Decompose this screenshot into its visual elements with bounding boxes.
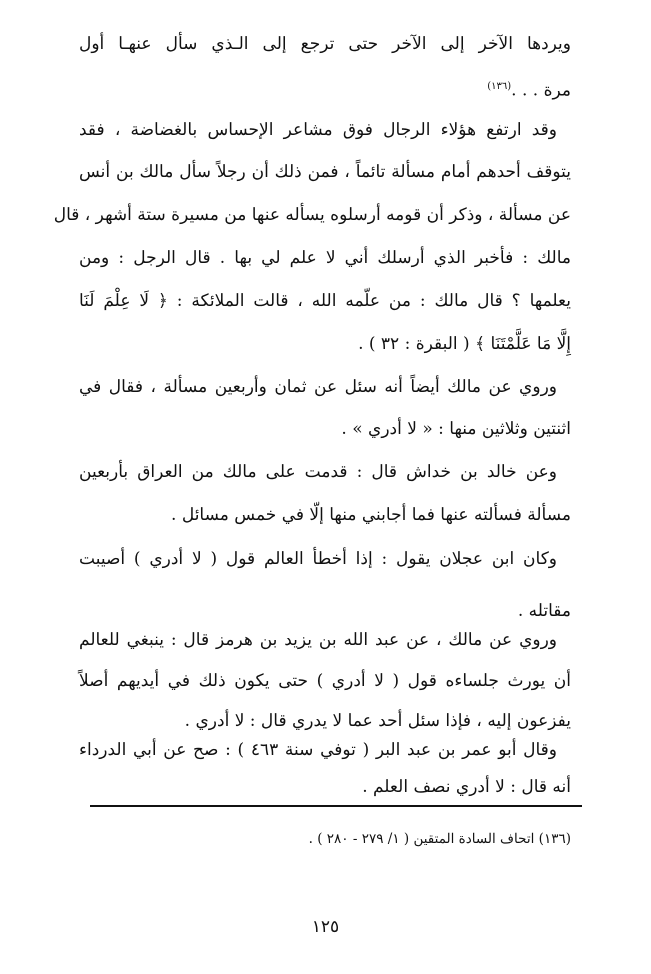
- text-line: عن مسألة ، وذكر أن قومه أرسلوه يسأله عنها من مسيرة ستة أشهر ، قال: [53, 205, 571, 225]
- text-line: يعلمها ؟ قال مالك : من علّمه الله ، قالت الملائكة : ﴿ لَا عِلْمَ لَنَا: [79, 291, 571, 311]
- text-line: مقاتله .: [517, 601, 571, 621]
- text-line-text: مرة . . .: [511, 80, 571, 101]
- text-line: [79, 74, 571, 104]
- page-number: ١٢٥: [311, 917, 340, 937]
- footnote-separator: [90, 805, 582, 807]
- text-line: أنه قال : لا أدري نصف العلم .: [362, 777, 571, 797]
- text-line: إِلَّا مَا عَلَّمْتَنَا ﴾ ( البقرة : ٣٢ ) .: [358, 334, 571, 354]
- footnote-reference: (١٣٦): [487, 81, 512, 92]
- footnote: (١٣٦) اتحاف السادة المتقين ( ١/ ٢٧٩ - ٢٨٠ ) .: [308, 831, 571, 847]
- text-line: اثنتين وثلاثين منها : « لا أدري » .: [341, 419, 571, 439]
- text-line: وعن خالد بن خداش قال : قدمت على مالك من العراق بأربعين: [79, 462, 557, 482]
- text-line: مالك : فأخبر الذي أرسلك أني لا علم لي بها . قال الرجل : ومن: [79, 248, 571, 268]
- text-line: وروي عن مالك ، عن عبد الله بن يزيد بن هرمز قال : ينبغي للعالم: [79, 630, 557, 650]
- text-line: ويردها الآخر إلى الآخر حتى ترجع إلى الـذي سأل عنهـا أول: [79, 34, 571, 54]
- text-line: وقال أبو عمر بن عبد البر ( توفي سنة ٤٦٣ ) : صح عن أبي الدرداء: [79, 740, 557, 760]
- text-line: مسألة فسألته عنها فما أجابني منها إلّا في خمس مسائل .: [171, 505, 571, 525]
- text-line: وقد ارتفع هؤلاء الرجال فوق مشاعر الإحساس بالغضاضة ، فقد: [79, 120, 557, 140]
- text-line: يتوقف أحدهم أمام مسألة تائماً ، فمن ذلك أن رجلاً سأل مالك بن أنس: [79, 162, 571, 182]
- text-line: وروي عن مالك أيضاً أنه سئل عن ثمان وأربعين مسألة ، فقال في: [79, 377, 557, 397]
- text-line: وكان ابن عجلان يقول : إذا أخطأ العالم قول ( لا أدري ) أصيبت: [79, 549, 557, 569]
- text-line: أن يورث جلساءه قول ( لا أدري ) حتى يكون ذلك في أيديهم أصلاً: [79, 671, 571, 691]
- text-line: يفزعون إليه ، فإذا سئل أحد عما لا يدري قال : لا أدري .: [184, 711, 571, 731]
